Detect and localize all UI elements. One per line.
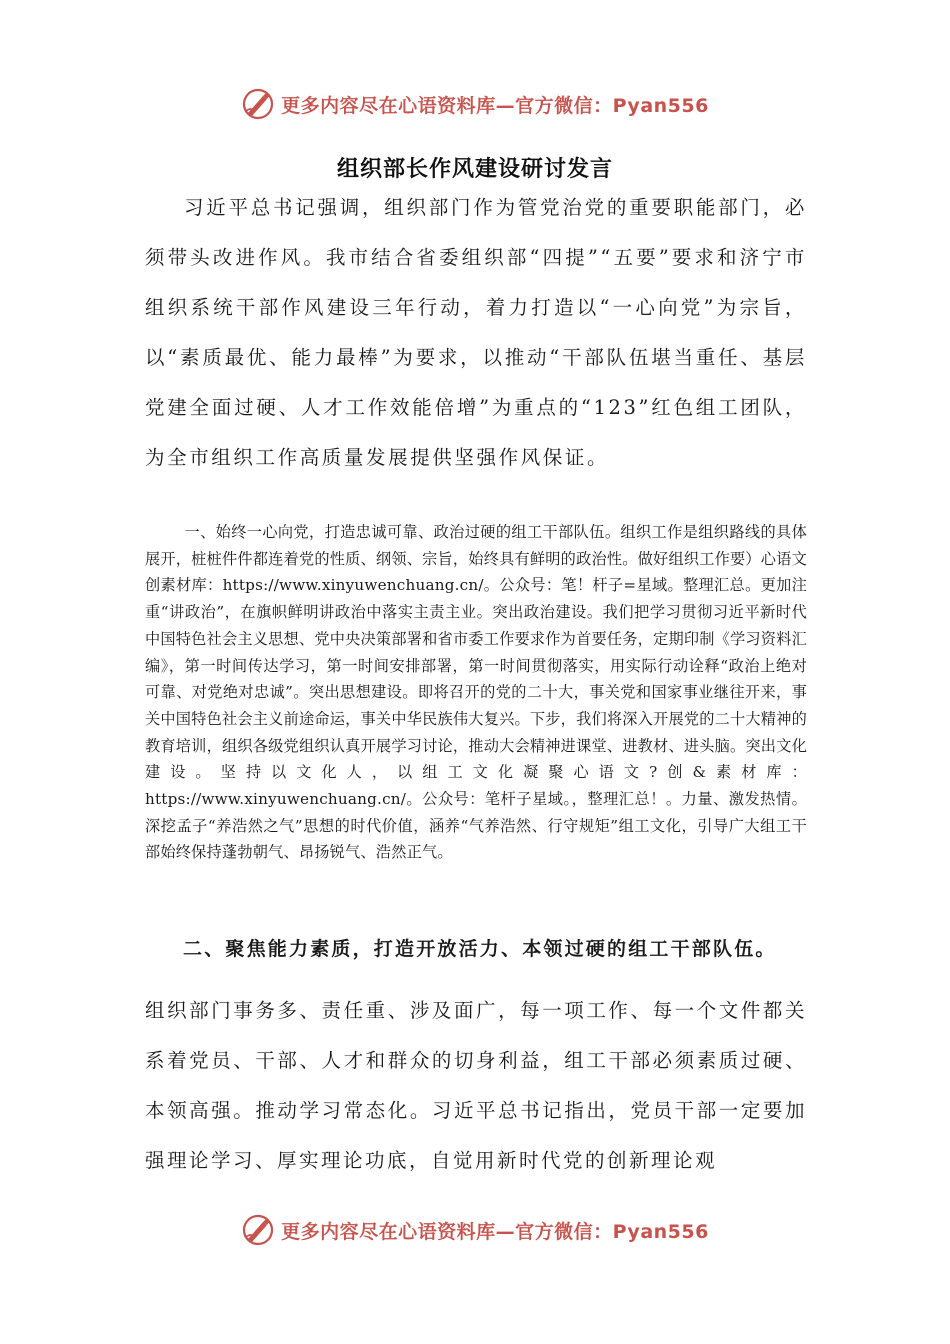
footer-banner [0,1210,950,1250]
header-banner [0,84,950,124]
banner-text: 更多内容尽在心语资料库—官方微信：Pyan556 [281,94,709,117]
banner-text: 更多内容尽在心语资料库—官方微信：Pyan556 [281,1220,709,1243]
document-title: 组织部长作风建设研讨发言 [336,157,613,182]
section-2-paragraph: 组织部门事务多、责任重、涉及面广，每一项工作、每一个文件都关系着党员、干部、人才和群众的切身利益，组工干部必须素质过硬、本领高强。推动学习常态化。习近平总书记指出，党员干部一定要加强理论学习、厚实理论功底，自觉用新时代党的创新理论观 [145,999,807,1172]
pen-logo-icon [241,87,275,121]
intro-paragraph: 习近平总书记强调，组织部门作为管党治党的重要职能部门，必须带头改进作风。我市结合省委组织部“四提”“五要”要求和济宁市组织系统干部作风建设三年行动，着力打造以“一心向党”为宗旨，以“素质最优、能力最棒”为要求，以推动“干部队伍堪当重任、基层党建全面过硬、人才工作效能倍增”为重点的“123”红色组工团队，为全市组织工作高质量发展提供坚强作风保证。 [145,196,807,469]
pen-logo-icon [241,1213,275,1247]
section-1-paragraph: 一、始终一心向党，打造忠诚可靠、政治过硬的组工干部队伍。组织工作是组织路线的具体展开，桩桩件件都连着党的性质、纲领、宗旨，始终具有鲜明的政治性。做好组织工作要）心语文创素材库：https://www.xinyuwenchuang.cn/。公众号：笔！杆子=星域。整理汇总。更加注重“讲政治”，在旗帜鲜明讲政治中落实主责主业。突出政治建设。我们把学习贯彻习近平新时代中国特色社会主义思想、党中央决策部署和省市委工作要求作为首要任务，定期印制《学习资料汇编》，第一时间传达学习，第一时间安排部署，第一时间贯彻落实，用实际行动诠释“政治上绝对可靠、对党绝对忠诚”。突出思想建设。即将召开的党的二十大，事关党和国家事业继往开来，事关中国特色社会主义前途命运，事关中华民族伟大复兴。下步，我们将深入开展党的二十大精神的教育培训，组织各级党组织认真开展学习讨论，推动大会精神进课堂、进教材、进头脑。突出文化建设。坚持以文化人，以组工文化凝聚心语文?创&素材库：https://www.xinyuwenchuang.cn/。公众号：笔杆子星域。，整理汇总！。力量、激发热情。深挖孟子“养浩然之气”思想的时代价值，涵养“气养浩然、行守规矩”组工文化，引导广大组工干部始终保持蓬勃朝气、昂扬锐气、浩然正气。 [145,523,807,862]
section-2-heading: 二、聚焦能力素质，打造开放活力、本领过硬的组工干部队伍。 [183,938,777,960]
